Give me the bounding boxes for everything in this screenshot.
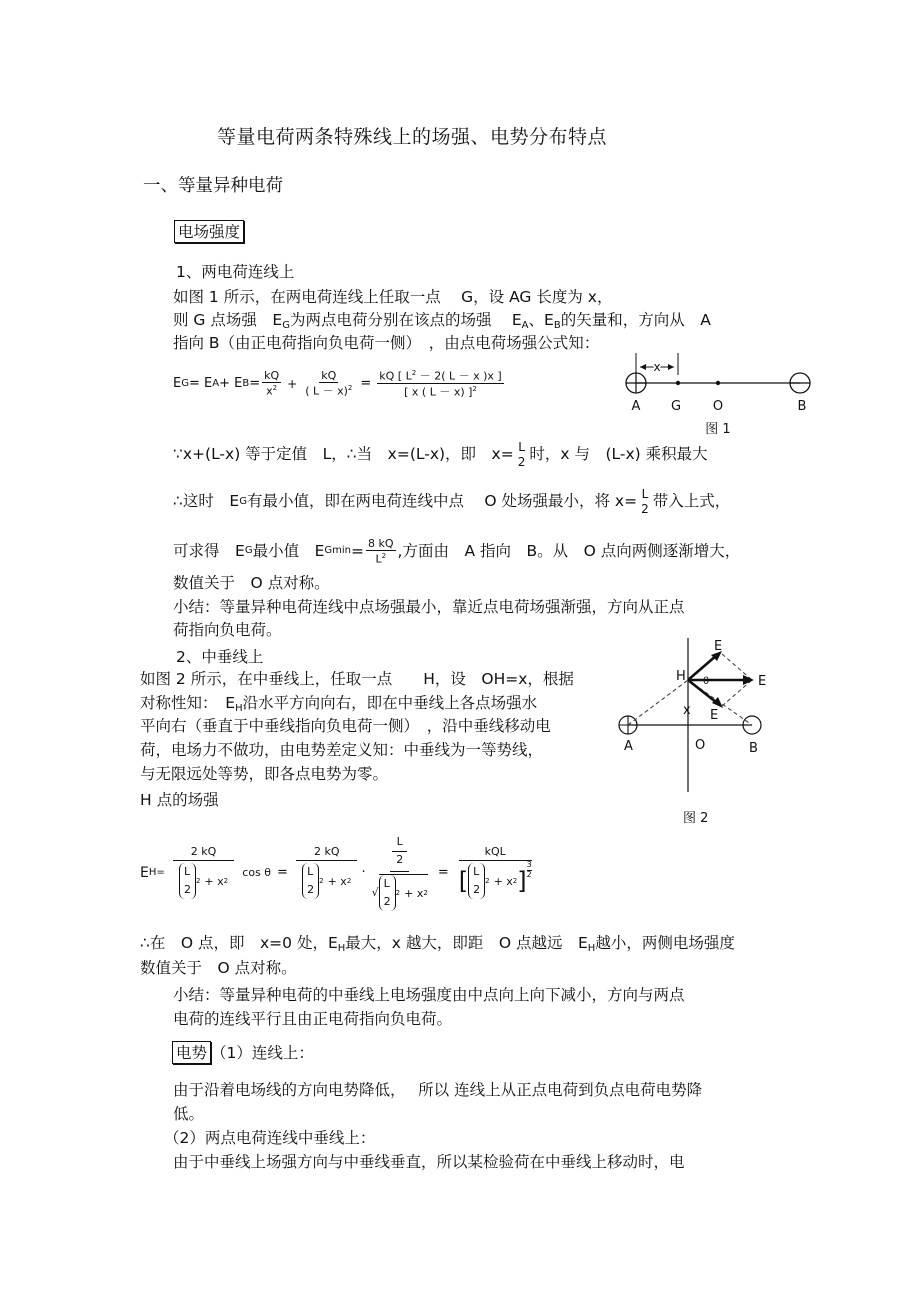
label-A2: A bbox=[624, 739, 633, 754]
potential-2-line-1: 由于中垂线上场强方向与中垂线垂直，所以某检验荷在中垂线上移动时，电 bbox=[173, 1153, 685, 1171]
paragraph-6-line-4: 荷，电场力不做功，由电势差定义知：中垂线为一等势线， bbox=[140, 741, 544, 759]
subheading-perpendicular-bisector: 2、中垂线上 bbox=[176, 648, 264, 666]
label-E-right: E bbox=[758, 674, 767, 689]
figure-2 bbox=[610, 632, 800, 832]
label-E-top: E bbox=[714, 639, 723, 654]
label-E-low: E bbox=[710, 708, 719, 723]
subheading-connecting-line: 1、两电荷连线上 bbox=[176, 263, 295, 281]
paragraph-6-line-5: 与无限远处等势，即各点电势为零。 bbox=[140, 765, 389, 783]
potential-2-heading: （2）两点电荷连线中垂线上： bbox=[164, 1129, 376, 1147]
label-H: H bbox=[676, 669, 686, 684]
label-B: B bbox=[797, 399, 807, 414]
summary-2-line-1: 小结：等量异种电荷的中垂线上电场强度由中点向上向下减小，方向与两点 bbox=[173, 986, 685, 1004]
equation-EH: E H= 2 kQ L 2 2 + x 2 cos θ = 2 kQ L 2 2 + x 2 · L 2 √ L 2 2 + x 2 = kQL [ L 2 2 + x 2 ] 3 2 bbox=[140, 820, 536, 925]
summary-1-line-1: 小结：等量异种电荷连线中点场强最小，靠近点电荷场强渐强，方向从正点 bbox=[173, 598, 685, 616]
paragraph-1-line-1: 如图 1 所示，在两电荷连线上任取一点 G，设 AG 长度为 x， bbox=[173, 288, 613, 306]
potential-label: 电势 bbox=[172, 1041, 211, 1064]
label-G: G bbox=[670, 399, 682, 414]
page-title: 等量电荷两条特殊线上的场强、电势分布特点 bbox=[217, 126, 608, 148]
figure-1-caption: 图 1 bbox=[705, 422, 731, 437]
label-x: x bbox=[653, 360, 661, 374]
label-O: O bbox=[712, 399, 724, 414]
paragraph-6-line-1: 如图 2 所示，在中垂线上，任取一点 H，设 OH=x，根据 bbox=[140, 670, 574, 688]
equation-EG: E G = E A + E B = $\frac{kQ}{x^2}$ + $\frac{kQ}{( L - x)^2}$ = $\frac{kQ [ L^2 - 2( L - x )x ]}{[ x ( L - x) ]^2}$ bbox=[173, 369, 502, 399]
label-x2: x bbox=[683, 703, 691, 718]
summary-2-line-2: 电荷的连线平行且由正电荷指向负电荷。 bbox=[173, 1010, 453, 1028]
section-heading-1: 一、等量异种电荷 bbox=[143, 176, 283, 196]
paragraph-7-line-1: ∴在 O 点，即 x=0 处，$E_H$最大，x 越大，即距 O 点越远 $E_H$越小，两侧电场强度 bbox=[140, 934, 735, 954]
field-strength-label: 电场强度 bbox=[174, 225, 244, 241]
potential-1-line-2: 低。 bbox=[173, 1105, 205, 1123]
label-A: A bbox=[631, 399, 641, 414]
figure-1 bbox=[620, 345, 820, 440]
potential-1-line-1: 由于沿着电场线的方向电势降低， 所以 连线上从正点电荷到负点电荷电势降 bbox=[173, 1081, 703, 1099]
paragraph-4: 可求得 E G 最小值 E Gmin = $\frac{8 kQ}{L^2}$ ,方面由 A 指向 B。从 O 点向两侧逐渐增大， bbox=[173, 537, 741, 566]
label-O2: O bbox=[695, 738, 706, 753]
paragraph-1-line-3: 指向 B（由正电荷指向负电荷一侧） ，由点电荷场强公式知： bbox=[173, 334, 600, 352]
paragraph-5: 数值关于 O 点对称。 bbox=[173, 574, 330, 592]
label-theta: θ bbox=[703, 676, 710, 687]
label-B2: B bbox=[749, 741, 758, 756]
potential-heading: 电势 （1）连线上： bbox=[172, 1046, 314, 1062]
summary-1-line-2: 荷指向负电荷。 bbox=[173, 621, 282, 639]
point-G bbox=[676, 381, 680, 385]
paragraph-6-line-3: 平向右（垂直于中垂线指向负电荷一侧） ，沿中垂线移动电 bbox=[140, 717, 551, 735]
paragraph-6-line-2: 对称性知： $E_H$沿水平方向向右，即在中垂线上各点场强水 bbox=[140, 694, 538, 714]
paragraph-6-line-6: H 点的场强 bbox=[140, 791, 219, 809]
paragraph-3: ∴这时 E G 有最小值，即在两电荷连线中点 O 处场强最小，将 x= L 2 带入上式， bbox=[173, 487, 731, 516]
figure-2-caption: 图 2 bbox=[683, 811, 709, 826]
point-O bbox=[716, 381, 720, 385]
paragraph-7-line-2: 数值关于 O 点对称。 bbox=[140, 959, 297, 977]
paragraph-2: ∵x+(L-x) 等于定值 L，∴当 x=(L-x)，即 x= L 2 时，x 与 (L-x) 乘积最大 bbox=[173, 440, 708, 469]
paragraph-1-line-2: 则 G 点场强 $E_G$为两点电荷分别在该点的场强 $E_A$、$E_B$的矢量和，方向从 A bbox=[173, 311, 711, 331]
